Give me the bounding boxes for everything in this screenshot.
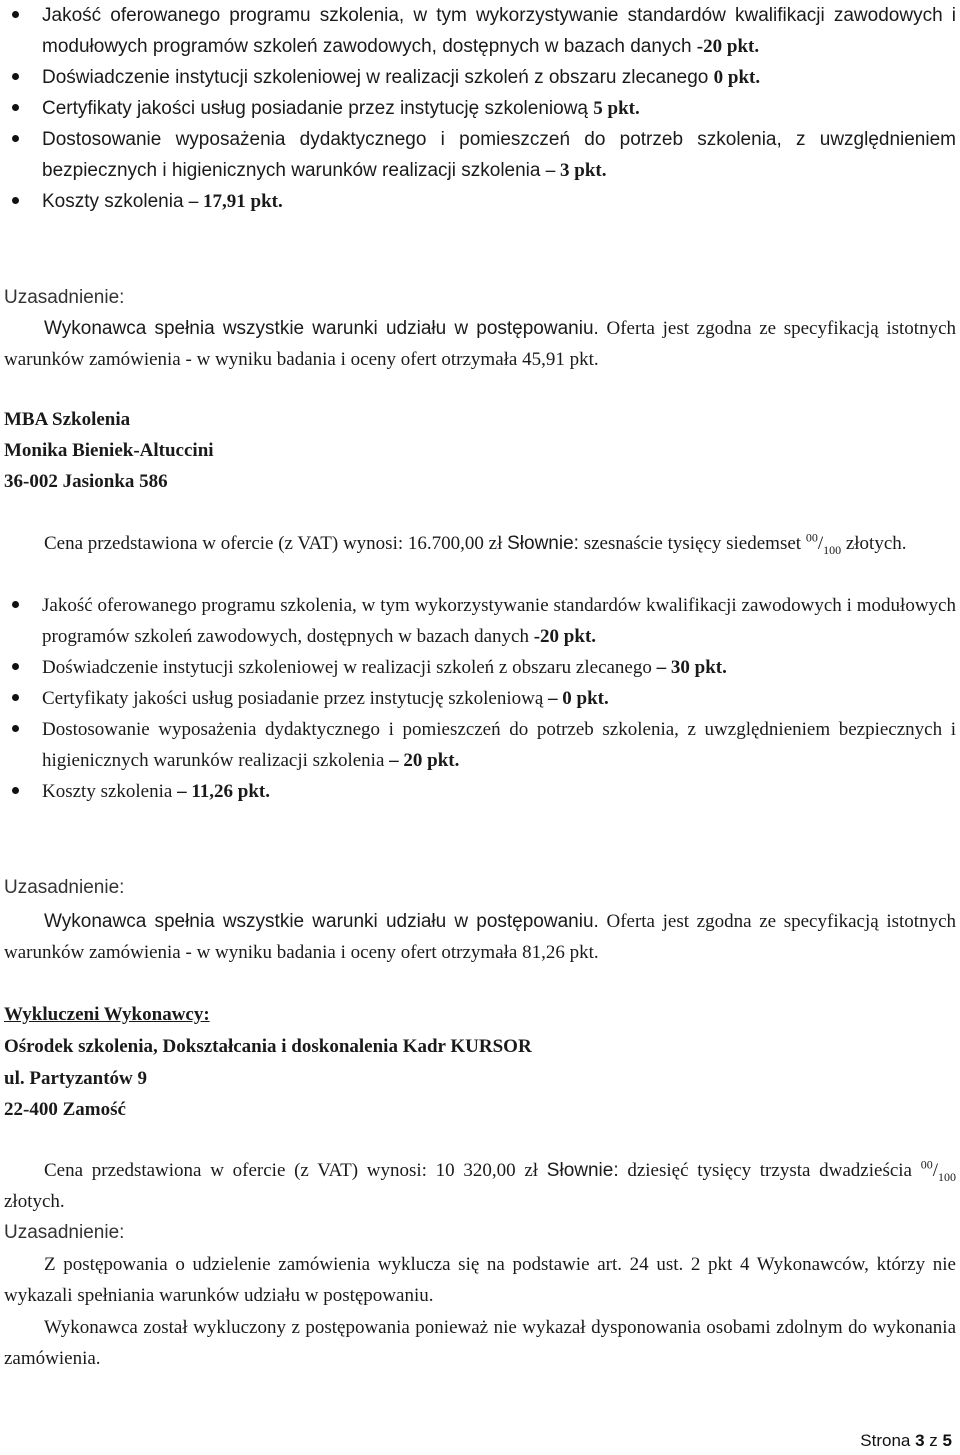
criterion-item: Jakość oferowanego programu szkolenia, w tym wykorzystywanie standardów kwalifikacji zawodowych i modułowych programów szkoleń zawodowych, dostępnych w bazach danych -20 pkt. xyxy=(42,0,956,62)
contractor-address: 36-002 Jasionka 586 xyxy=(4,471,168,492)
criteria-list-1 xyxy=(42,0,956,217)
justification-text: Wykonawca spełnia wszystkie warunki udziału w postępowaniu. Oferta jest zgodna ze specyfikacją istotnych warunków zamówienia - w wyniku badania i oceny ofert otrzymała 81,26 pkt. xyxy=(4,911,956,963)
criterion-item: Certyfikaty jakości usług posiadanie przez instytucję szkoleniową 5 pkt. xyxy=(42,93,956,124)
criterion-item: Koszty szkolenia – 17,91 pkt. xyxy=(42,186,956,217)
price-statement: Cena przedstawiona w ofercie (z VAT) wynosi: 16.700,00 zł Słownie: szesnaście tysięcy siedemset $^{00}/_{100}$ złotych. xyxy=(44,530,907,557)
excluded-city: 22-400 Zamość xyxy=(4,1099,126,1120)
criterion-item: Doświadczenie instytucji szkoleniowej w realizacji szkoleń z obszaru zlecanego – 30 pkt. xyxy=(42,652,956,683)
exclusion-reason: Z postępowania o udzielenie zamówienia wyklucza się na podstawie art. 24 ust. 2 pkt 4 Wykonawców, którzy nie wykazali spełniania warunków udziału w postępowaniu. xyxy=(4,1254,956,1306)
bullet-icon xyxy=(12,663,19,670)
excluded-street: ul. Partyzantów 9 xyxy=(4,1068,148,1089)
justification-label: Uzasadnienie: xyxy=(4,1222,125,1243)
justification-label: Uzasadnienie: xyxy=(4,287,125,308)
contractor-name: MBA Szkolenia xyxy=(4,409,131,430)
bullet-icon xyxy=(12,725,19,732)
criteria-list-2 xyxy=(42,590,956,807)
excluded-heading: Wykluczeni Wykonawcy: xyxy=(4,1004,210,1025)
criterion-item: Jakość oferowanego programu szkolenia, w tym wykorzystywanie standardów kwalifikacji zawodowych i modułowych programów szkoleń zawodowych, dostępnych w bazach danych -20 pkt. xyxy=(42,590,956,652)
bullet-icon xyxy=(12,694,19,701)
bullet-icon xyxy=(12,197,19,204)
bullet-icon xyxy=(12,787,19,794)
excluded-name: Ośrodek szkolenia, Dokształcania i doskonalenia Kadr KURSOR xyxy=(4,1036,532,1057)
bullet-icon xyxy=(12,11,19,18)
criterion-item: Doświadczenie instytucji szkoleniowej w realizacji szkoleń z obszaru zlecanego 0 pkt. xyxy=(42,62,956,93)
criterion-item: Koszty szkolenia – 11,26 pkt. xyxy=(42,776,956,807)
criterion-item: Certyfikaty jakości usług posiadanie przez instytucję szkoleniową – 0 pkt. xyxy=(42,683,956,714)
bullet-icon xyxy=(12,104,19,111)
excluded-price-statement: Cena przedstawiona w ofercie (z VAT) wynosi: 10 320,00 zł Słownie: dziesięć tysięcy trzysta dwadzieścia $^{00}/_{100}$ złotych. xyxy=(4,1157,956,1212)
exclusion-reason: Wykonawca został wykluczony z postępowania ponieważ nie wykazał dysponowania osobami zdolnym do wykonania zamówienia. xyxy=(4,1317,956,1369)
contractor-person: Monika Bieniek-Altuccini xyxy=(4,440,214,461)
bullet-icon xyxy=(12,135,19,142)
bullet-icon xyxy=(12,73,19,80)
page-number: Strona 3 z 5 xyxy=(860,1431,952,1450)
justification-text: Wykonawca spełnia wszystkie warunki udziału w postępowaniu. Oferta jest zgodna ze specyfikacją istotnych warunków zamówienia - w wyniku badania i oceny ofert otrzymała 45,91 pkt. xyxy=(4,318,956,370)
bullet-icon xyxy=(12,601,19,608)
criterion-item: Dostosowanie wyposażenia dydaktycznego i pomieszczeń do potrzeb szkolenia, z uwzględnieniem bezpiecznych i higienicznych warunków realizacji szkolenia – 20 pkt. xyxy=(42,714,956,776)
criterion-item: Dostosowanie wyposażenia dydaktycznego i pomieszczeń do potrzeb szkolenia, z uwzględnieniem bezpiecznych i higienicznych warunków realizacji szkolenia – 3 pkt. xyxy=(42,124,956,186)
justification-label: Uzasadnienie: xyxy=(4,877,125,898)
